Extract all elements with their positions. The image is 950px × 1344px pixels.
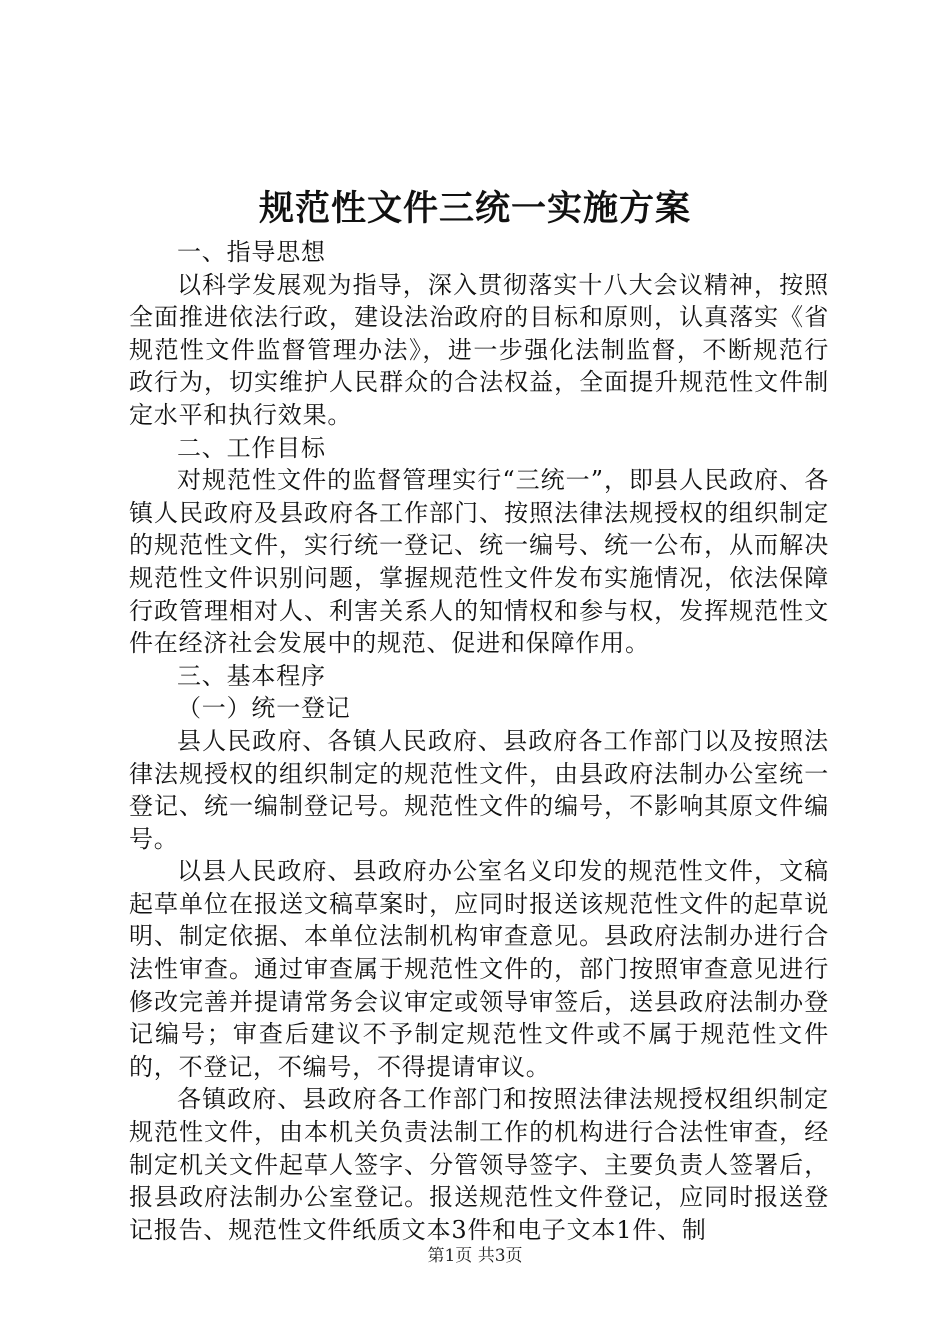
section-heading: 一、指导思想 (177, 238, 326, 266)
document-title: 规范性文件三统一实施方案 (258, 188, 691, 229)
paragraph: 以科学发展观为指导，深入贯彻落实十八大会议精神，按照全面推进依法行政，建设法治政府的目标和原则，认真落实《省规范性文件监督管理办法》，进一步强化法制监督，不断规范行政行为，切实维护人民群众的合法权益，全面提升规范性文件制定水平和执行效果。 (129, 270, 829, 429)
subsection-heading: （一）统一登记 (177, 694, 351, 723)
section-heading: 二、工作目标 (177, 433, 326, 462)
paragraph: 县人民政府、各镇人民政府、县政府各工作部门以及按照法律法规授权的组织制定的规范性文件，由县政府法制办公室统一登记、统一编制登记号。规范性文件的编号，不影响其原文件编号。 (129, 726, 829, 853)
page-footer: 第1页 共3页 (427, 1246, 523, 1266)
paragraph: 以县人民政府、县政府办公室名义印发的规范性文件，文稿起草单位在报送文稿草案时，应同时报送该规范性文件的起草说明、制定依据、本单位法制机构审查意见。县政府法制办进行合法性审查。通过审查属于规范性文件的，部门按照审查意见进行修改完善并提请常务会议审定或领导审签后，送县政府法制办登记编号；审查后建议不予制定规范性文件或不属于规范性文件的，不登记，不编号，不得提请审议。 (129, 857, 829, 1081)
paragraph: 对规范性文件的监督管理实行“三统一”，即县人民政府、各镇人民政府及县政府各工作部门、按照法律法规授权的组织制定的规范性文件，实行统一登记、统一编号、统一公布，从而解决规范性文件识别问题，掌握规范性文件发布实施情况，依法保障行政管理相对人、利害关系人的知情权和参与权，发挥规范性文件在经济社会发展中的规范、促进和保障作用。 (129, 466, 829, 658)
paragraph: 各镇政府、县政府各工作部门和按照法律法规授权组织制定规范性文件，由本机关负责法制工作的机构进行合法性审查，经制定机关文件起草人签字、分管领导签字、主要负责人签署后，报县政府法制办公室登记。报送规范性文件登记，应同时报送登记报告、规范性文件纸质文本3件和电子文本1件、制 (129, 1085, 829, 1244)
section-heading: 三、基本程序 (177, 661, 326, 690)
document-body (129, 236, 829, 1246)
